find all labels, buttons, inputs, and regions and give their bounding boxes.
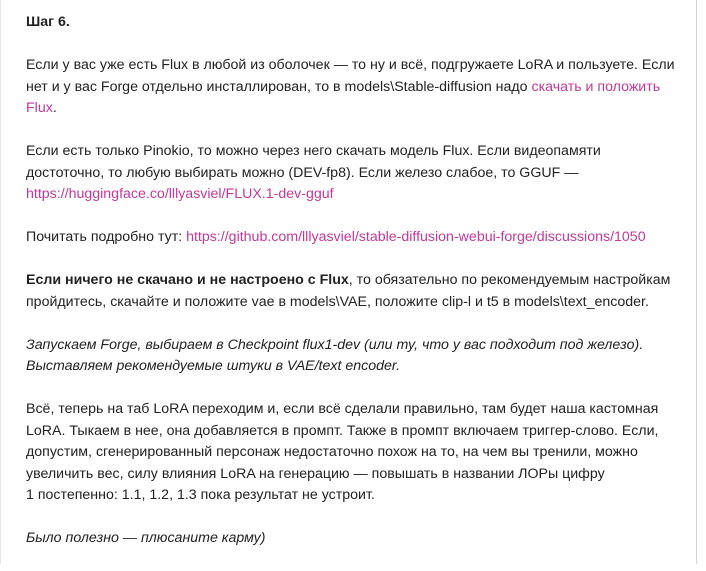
post-content [26, 12, 676, 571]
paragraph-read-more-text: Почитать подробно тут: [26, 229, 187, 245]
paragraph-lora [26, 399, 676, 507]
github-discussion-link[interactable]: https://github.com/lllyasviel/stable-diffusion-webui-forge/discussions/1050 [186, 229, 646, 245]
paragraph-launch-line1: Запускаем Forge, выбираем в Checkpoint flux1-dev (или ту, что у вас подходит под железо). [26, 336, 644, 353]
paragraph-launch [26, 335, 676, 378]
step-title: Шаг 6. [26, 14, 70, 30]
huggingface-gguf-link[interactable]: https://huggingface.co/lllyasviel/FLUX.1-dev-gguf [26, 186, 334, 202]
paragraph-setup-text: , то обязательно по рекомендуемым настройкам пройдитесь, скачайте и положите vae в models\VAE, положите clip-l и t5 в models\text_encoder. [26, 272, 671, 310]
paragraph-launch-line2: Выставляем рекомендуемые штуки в VAE/text encoder. [26, 358, 401, 374]
paragraph-install [26, 55, 676, 120]
paragraph-closing: Было полезно — плюсаните карму) [26, 530, 266, 546]
paragraph-install-end: . [52, 100, 57, 116]
download-flux-link[interactable]: скачать и положить Flux [26, 78, 661, 116]
paragraph-pinokio [26, 141, 676, 206]
paragraph-pinokio-text: Если есть только Pinokio, то можно через него скачать модель Flux. Если видеопамяти достоточно, то любую выбирать можно (DEV-fp8). Если железо слабое, то GGUF — [26, 143, 601, 181]
paragraph-install-text: Если у вас уже есть Flux в любой из оболочек — то ну и всё, подгружаете LoRA и пользуете. Если нет и у вас Forge отдельно инсталлирован, то в models\Stable-diffusion надо [26, 57, 675, 95]
paragraph-read-more [26, 227, 676, 249]
paragraph-setup [26, 270, 676, 313]
paragraph-setup-bold: Если ничего не скачано и не настроено с Flux [26, 272, 349, 288]
paragraph-lora-line2: 1 постепенно: 1.1, 1.2, 1.3 пока результат не устроит. [26, 487, 375, 503]
paragraph-lora-text: Всё, теперь на таб LoRA переходим и, если всё сделали правильно, там будет наша кастомная LoRA. Тыкаем в нее, она добавляется в промпт. Также в промпт включаем триггер-слово. Если, допустим, сгенерированный персонаж недостаточно похож на то, на чем вы тренили, можно увеличить вес, силу влияния LoRA на генерацию — повышать в названии ЛОРы цифру [26, 401, 659, 482]
